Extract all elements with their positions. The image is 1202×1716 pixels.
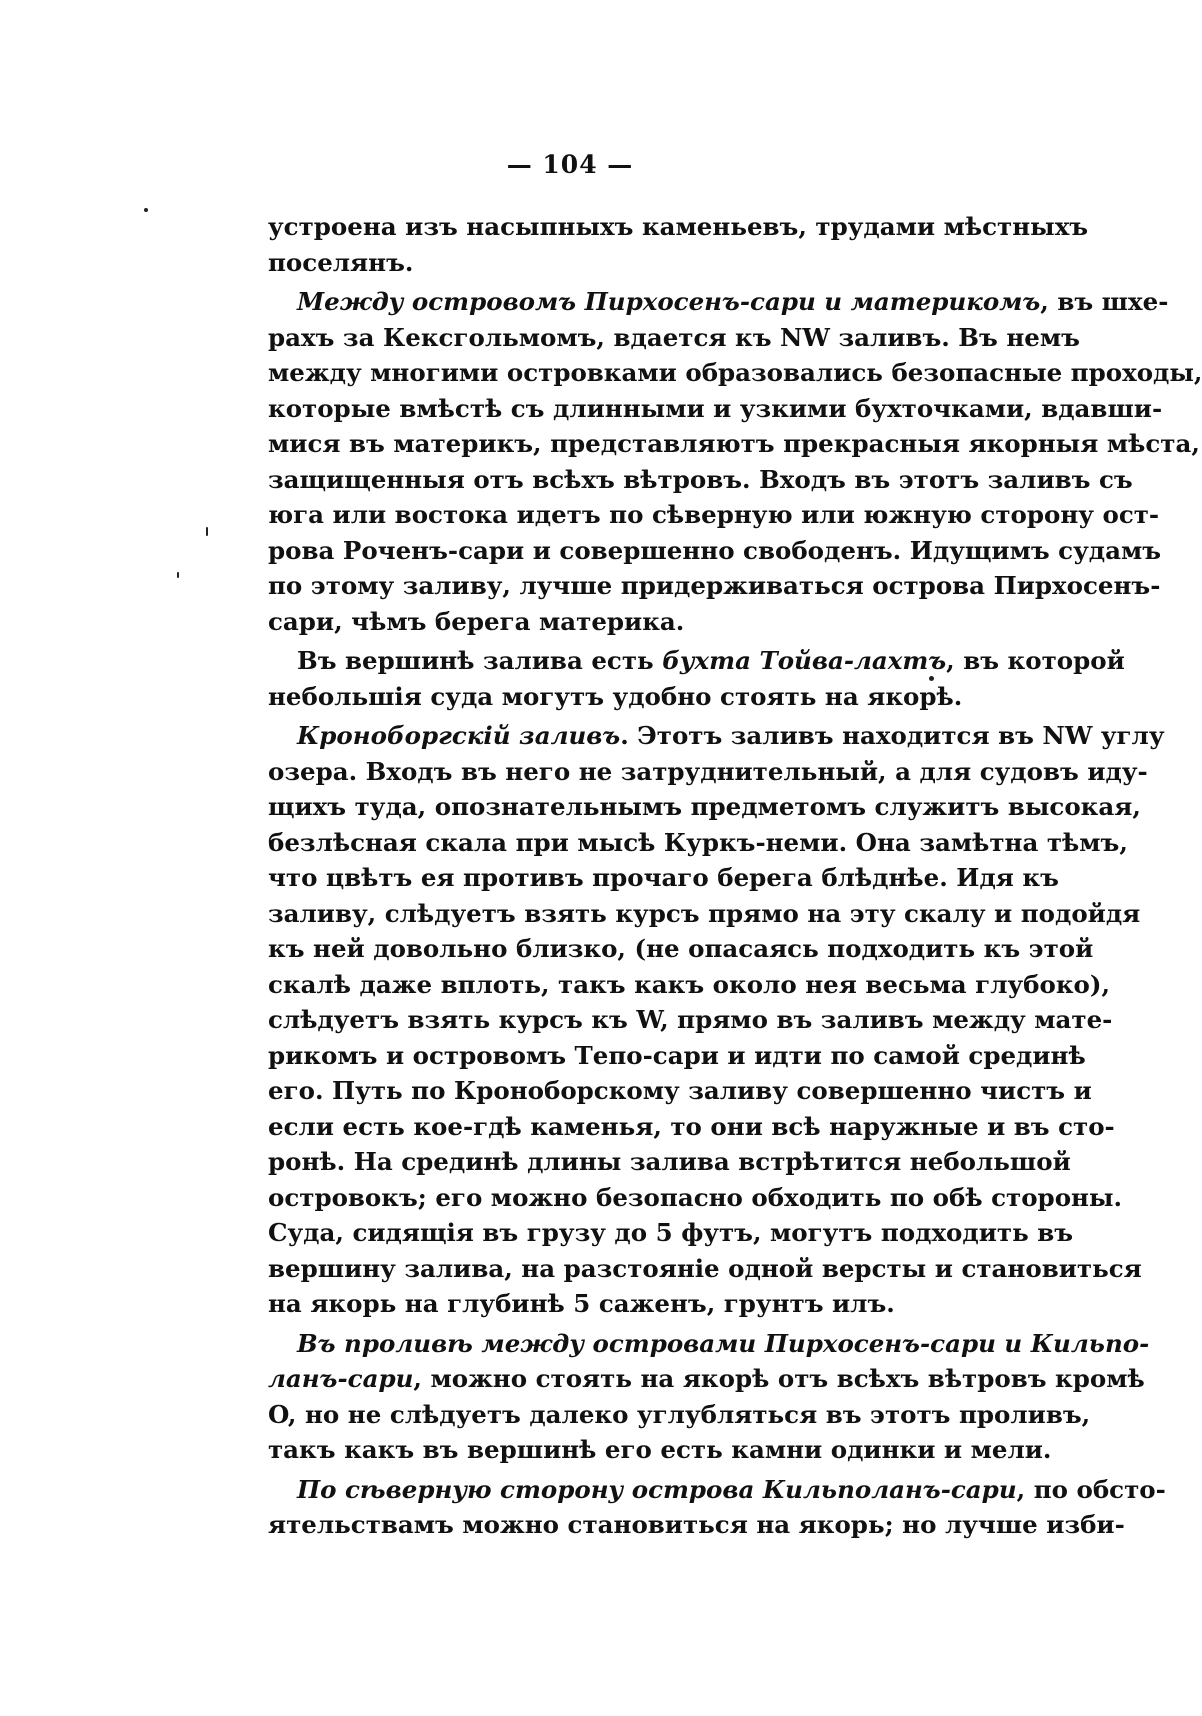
text-line: Въ вершинѣ залива есть бухта Тойва-лахтъ, въ которой: [297, 646, 1125, 675]
text-line: если есть кое-гдѣ каменья, то они всѣ наружные и въ сто-: [268, 1111, 1115, 1141]
text-line: устроена изъ насыпныхъ каменьевъ, трудами мѣстныхъ: [268, 212, 1089, 241]
text-column: [268, 209, 1202, 1543]
text-line: безлѣсная скала при мысѣ Куркъ-неми. Она замѣтна тѣмъ,: [268, 827, 1128, 857]
scan-speck: [206, 527, 208, 536]
scan-speck: [929, 676, 934, 681]
text-line: озера. Входъ въ него не затруднительный, а для судовъ иду-: [268, 756, 1148, 786]
italic-phrase: Между островомъ Пирхосенъ-сари и материкомъ: [297, 287, 1041, 316]
text-line: Кроноборгскій заливъ. Этотъ заливъ находится въ NW углу: [297, 721, 1165, 750]
text-line: вершину залива, на разстояніе одной версты и становиться: [268, 1253, 1142, 1283]
text-line: скалѣ даже вплоть, такъ какъ около нея весьма глубоко),: [268, 969, 1110, 999]
text-line: заливу, слѣдуетъ взять курсъ прямо на эту скалу и подойдя: [268, 898, 1141, 928]
italic-phrase: Въ проливѣ между островами Пирхосенъ-сари и Кильпо-: [297, 1328, 1150, 1358]
text-line: Между островомъ Пирхосенъ-сари и материкомъ, въ шхе-: [297, 287, 1169, 316]
text-line: къ ней довольно близко, (не опасаясь подходить къ этой: [268, 934, 1094, 963]
text-line: O, но не слѣдуетъ далеко углубляться въ этотъ проливъ,: [268, 1399, 1091, 1429]
italic-phrase: ланъ-сари: [268, 1364, 414, 1393]
text-line: щихъ туда, опознательнымъ предметомъ служитъ высокая,: [268, 792, 1141, 821]
text-line: такъ какъ въ вершинѣ его есть камни одинки и мели.: [268, 1435, 1052, 1464]
text-line: что цвѣтъ ея противъ прочаго берега блѣднѣе. Идя къ: [268, 863, 1059, 892]
italic-phrase: Кроноборгскій заливъ: [297, 721, 621, 750]
text-line: на якорь на глубинѣ 5 саженъ, грунтъ илъ.: [268, 1289, 895, 1318]
scan-speck: [144, 208, 148, 212]
text-line: сари, чѣмъ берега материка.: [268, 606, 685, 636]
text-line: поселянъ.: [268, 247, 414, 277]
text-line: ронѣ. На срединѣ длины залива встрѣтится небольшой: [268, 1147, 1071, 1176]
text-line: островокъ; его можно безопасно обходить по обѣ стороны.: [268, 1182, 1123, 1212]
page-number: — 104 —: [506, 150, 634, 179]
text-line: рахъ за Кексгольмомъ, вдается къ NW заливъ. Въ немъ: [268, 322, 1080, 352]
text-line: По сѣверную сторону острова Кильполанъ-сари, по обсто-: [297, 1474, 1166, 1504]
italic-phrase: По сѣверную сторону острова Кильполанъ-сари: [297, 1474, 1017, 1504]
text-line: по этому заливу, лучше придерживаться острова Пирхосенъ-: [268, 571, 1161, 600]
text-line: между многими островками образовались безопасные проходы,: [268, 358, 1202, 387]
text-line: ятельствамъ можно становиться на якорь; но лучше изби-: [268, 1510, 1125, 1539]
text-line: которые вмѣстѣ съ длинными и узкими бухточками, вдавши-: [268, 393, 1163, 423]
text-line: Суда, сидящія въ грузу до 5 футъ, могутъ подходить въ: [268, 1218, 1074, 1247]
text-line: слѣдуетъ взять курсъ къ W, прямо въ заливъ между мате-: [268, 1005, 1113, 1034]
text-line: его. Путь по Кроноборскому заливу совершенно чистъ и: [268, 1076, 1092, 1105]
text-line: рикомъ и островомъ Тепо-сари и идти по самой срединѣ: [268, 1040, 1086, 1070]
text-line: [268, 1326, 1150, 1362]
text-line: небольшія суда могутъ удобно стоять на якорѣ.: [268, 681, 963, 711]
text-line: юга или востока идетъ по сѣверную или южную сторону ост-: [268, 500, 1160, 529]
scan-speck: [177, 572, 179, 578]
text-line: рова Роченъ-сари и совершенно свободенъ. Идущимъ судамъ: [268, 535, 1162, 565]
text-line: защищенныя отъ всѣхъ вѣтровъ. Входъ въ этотъ заливъ съ: [268, 464, 1133, 494]
italic-phrase: бухта Тойва-лахтъ: [662, 646, 947, 675]
text-line: мися въ материкъ, представляютъ прекрасныя якорныя мѣста,: [268, 429, 1200, 458]
text-line: ланъ-сари, можно стоять на якорѣ отъ всѣхъ вѣтровъ кромѣ: [268, 1364, 1145, 1393]
